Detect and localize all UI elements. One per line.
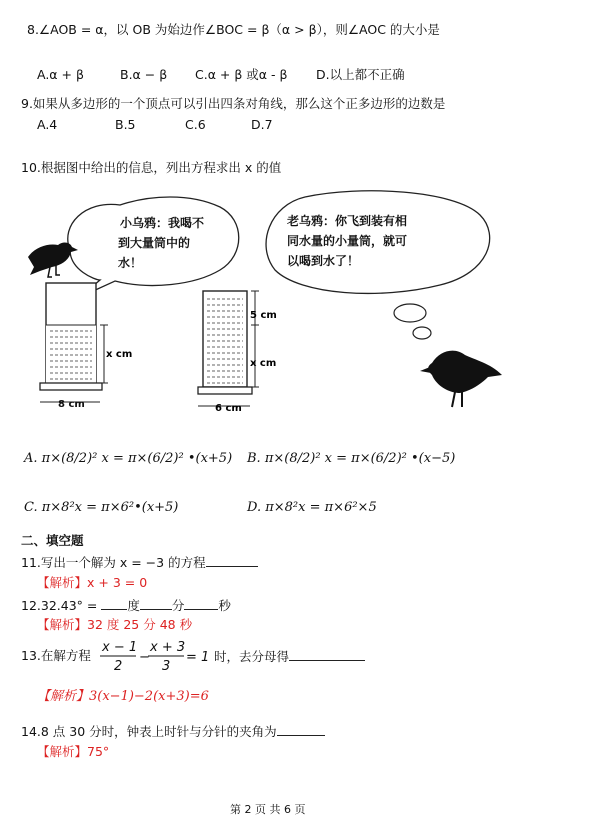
q11-stem	[21, 554, 258, 571]
section-title: 二、填空题	[21, 533, 84, 548]
q12-unit-degree: 度	[127, 598, 140, 613]
q10-option-d: D. π×8²x = π×6²×5	[247, 500, 377, 515]
q8-option-c: C.α + β 或α - β	[195, 67, 288, 82]
q13-answer: 【解析】3(x−1)−2(x+3)=6	[37, 689, 209, 704]
svg-text:−: −	[139, 650, 150, 665]
q11-stem-text: 11.写出一个解为 x = −3 的方程	[21, 555, 206, 570]
svg-text:2: 2	[114, 659, 123, 674]
q9-option-b: B.5	[115, 117, 136, 132]
q14-stem-text: 14.8 点 30 分时，钟表上时针与分针的夹角为	[21, 724, 277, 739]
svg-text:x − 1: x − 1	[102, 640, 138, 655]
left-height-label: x cm	[106, 349, 133, 360]
left-width-label: 8 cm	[58, 399, 85, 410]
small-crow-icon	[28, 243, 78, 277]
q13-stem-rest	[214, 648, 365, 665]
q14-answer: 【解析】75°	[37, 744, 110, 759]
q10-option-b: B. π×(8/2)² x = π×(6/2)² •(x−5)	[247, 451, 456, 466]
q14-stem	[21, 723, 325, 740]
bubble-right-line2: 同水量的小量筒，就可	[287, 234, 408, 248]
right-cylinder	[198, 291, 277, 414]
bubble-right-line3: 以喝到水了！	[287, 254, 360, 268]
page-footer: 第 2 页 共 6 页	[230, 803, 306, 816]
right-width-label: 6 cm	[215, 403, 242, 414]
right-height-label: x cm	[250, 358, 277, 369]
q12-answer: 【解析】32 度 25 分 48 秒	[37, 617, 193, 632]
svg-text:x + 3: x + 3	[150, 640, 186, 655]
q9-option-a: A.4	[37, 117, 58, 132]
q10-option-c: C. π×8²x = π×6²•(x+5)	[24, 500, 179, 515]
q13-equation	[96, 637, 216, 677]
q13-stem	[21, 648, 91, 664]
q11-answer: 【解析】x + 3 = 0	[37, 575, 148, 590]
q12-unit-minute: 分	[171, 598, 185, 613]
q8-option-a: A.α + β	[37, 67, 84, 82]
bubble-left-line3: 水！	[118, 256, 143, 270]
q10-stem: 10.根据图中给出的信息，列出方程求出 x 的值	[21, 160, 282, 175]
crow-cylinder-figure	[0, 185, 599, 425]
bubble-right-line1: 老乌鸦：你飞到装有相	[287, 214, 408, 228]
left-cylinder	[40, 283, 132, 410]
q8-stem: 8.∠AOB = α，以 OB 为始边作∠BOC = β（α > β），则∠AOC 的大小是	[27, 22, 440, 37]
q13-stem-a: 13.在解方程	[21, 648, 91, 663]
q9-stem: 9.如果从多边形的一个顶点可以引出四条对角线，那么这个正多边形的边数是	[21, 96, 446, 111]
q10-option-a: A. π×(8/2)² x = π×(6/2)² •(x+5)	[24, 451, 233, 466]
bubble-left-line2: 到大量筒中的	[118, 236, 191, 250]
q12-unit-second: 秒	[218, 598, 231, 613]
right-top-label: 5 cm	[250, 310, 277, 321]
q8-option-d: D.以上都不正确	[316, 67, 405, 82]
svg-text:3: 3	[162, 659, 171, 674]
q13-stem-b: 时，去分母得	[214, 649, 290, 664]
bubble-left-line1: 小乌鸦：我喝不	[120, 216, 205, 230]
q9-option-d: D.7	[251, 117, 273, 132]
large-crow-icon	[420, 351, 502, 407]
q8-option-b: B.α − β	[120, 67, 168, 82]
q12-stem-a: 12.32.43° =	[21, 598, 98, 613]
svg-text:= 1: = 1	[186, 650, 210, 665]
q12-stem	[21, 597, 231, 614]
q9-option-c: C.6	[185, 117, 206, 132]
